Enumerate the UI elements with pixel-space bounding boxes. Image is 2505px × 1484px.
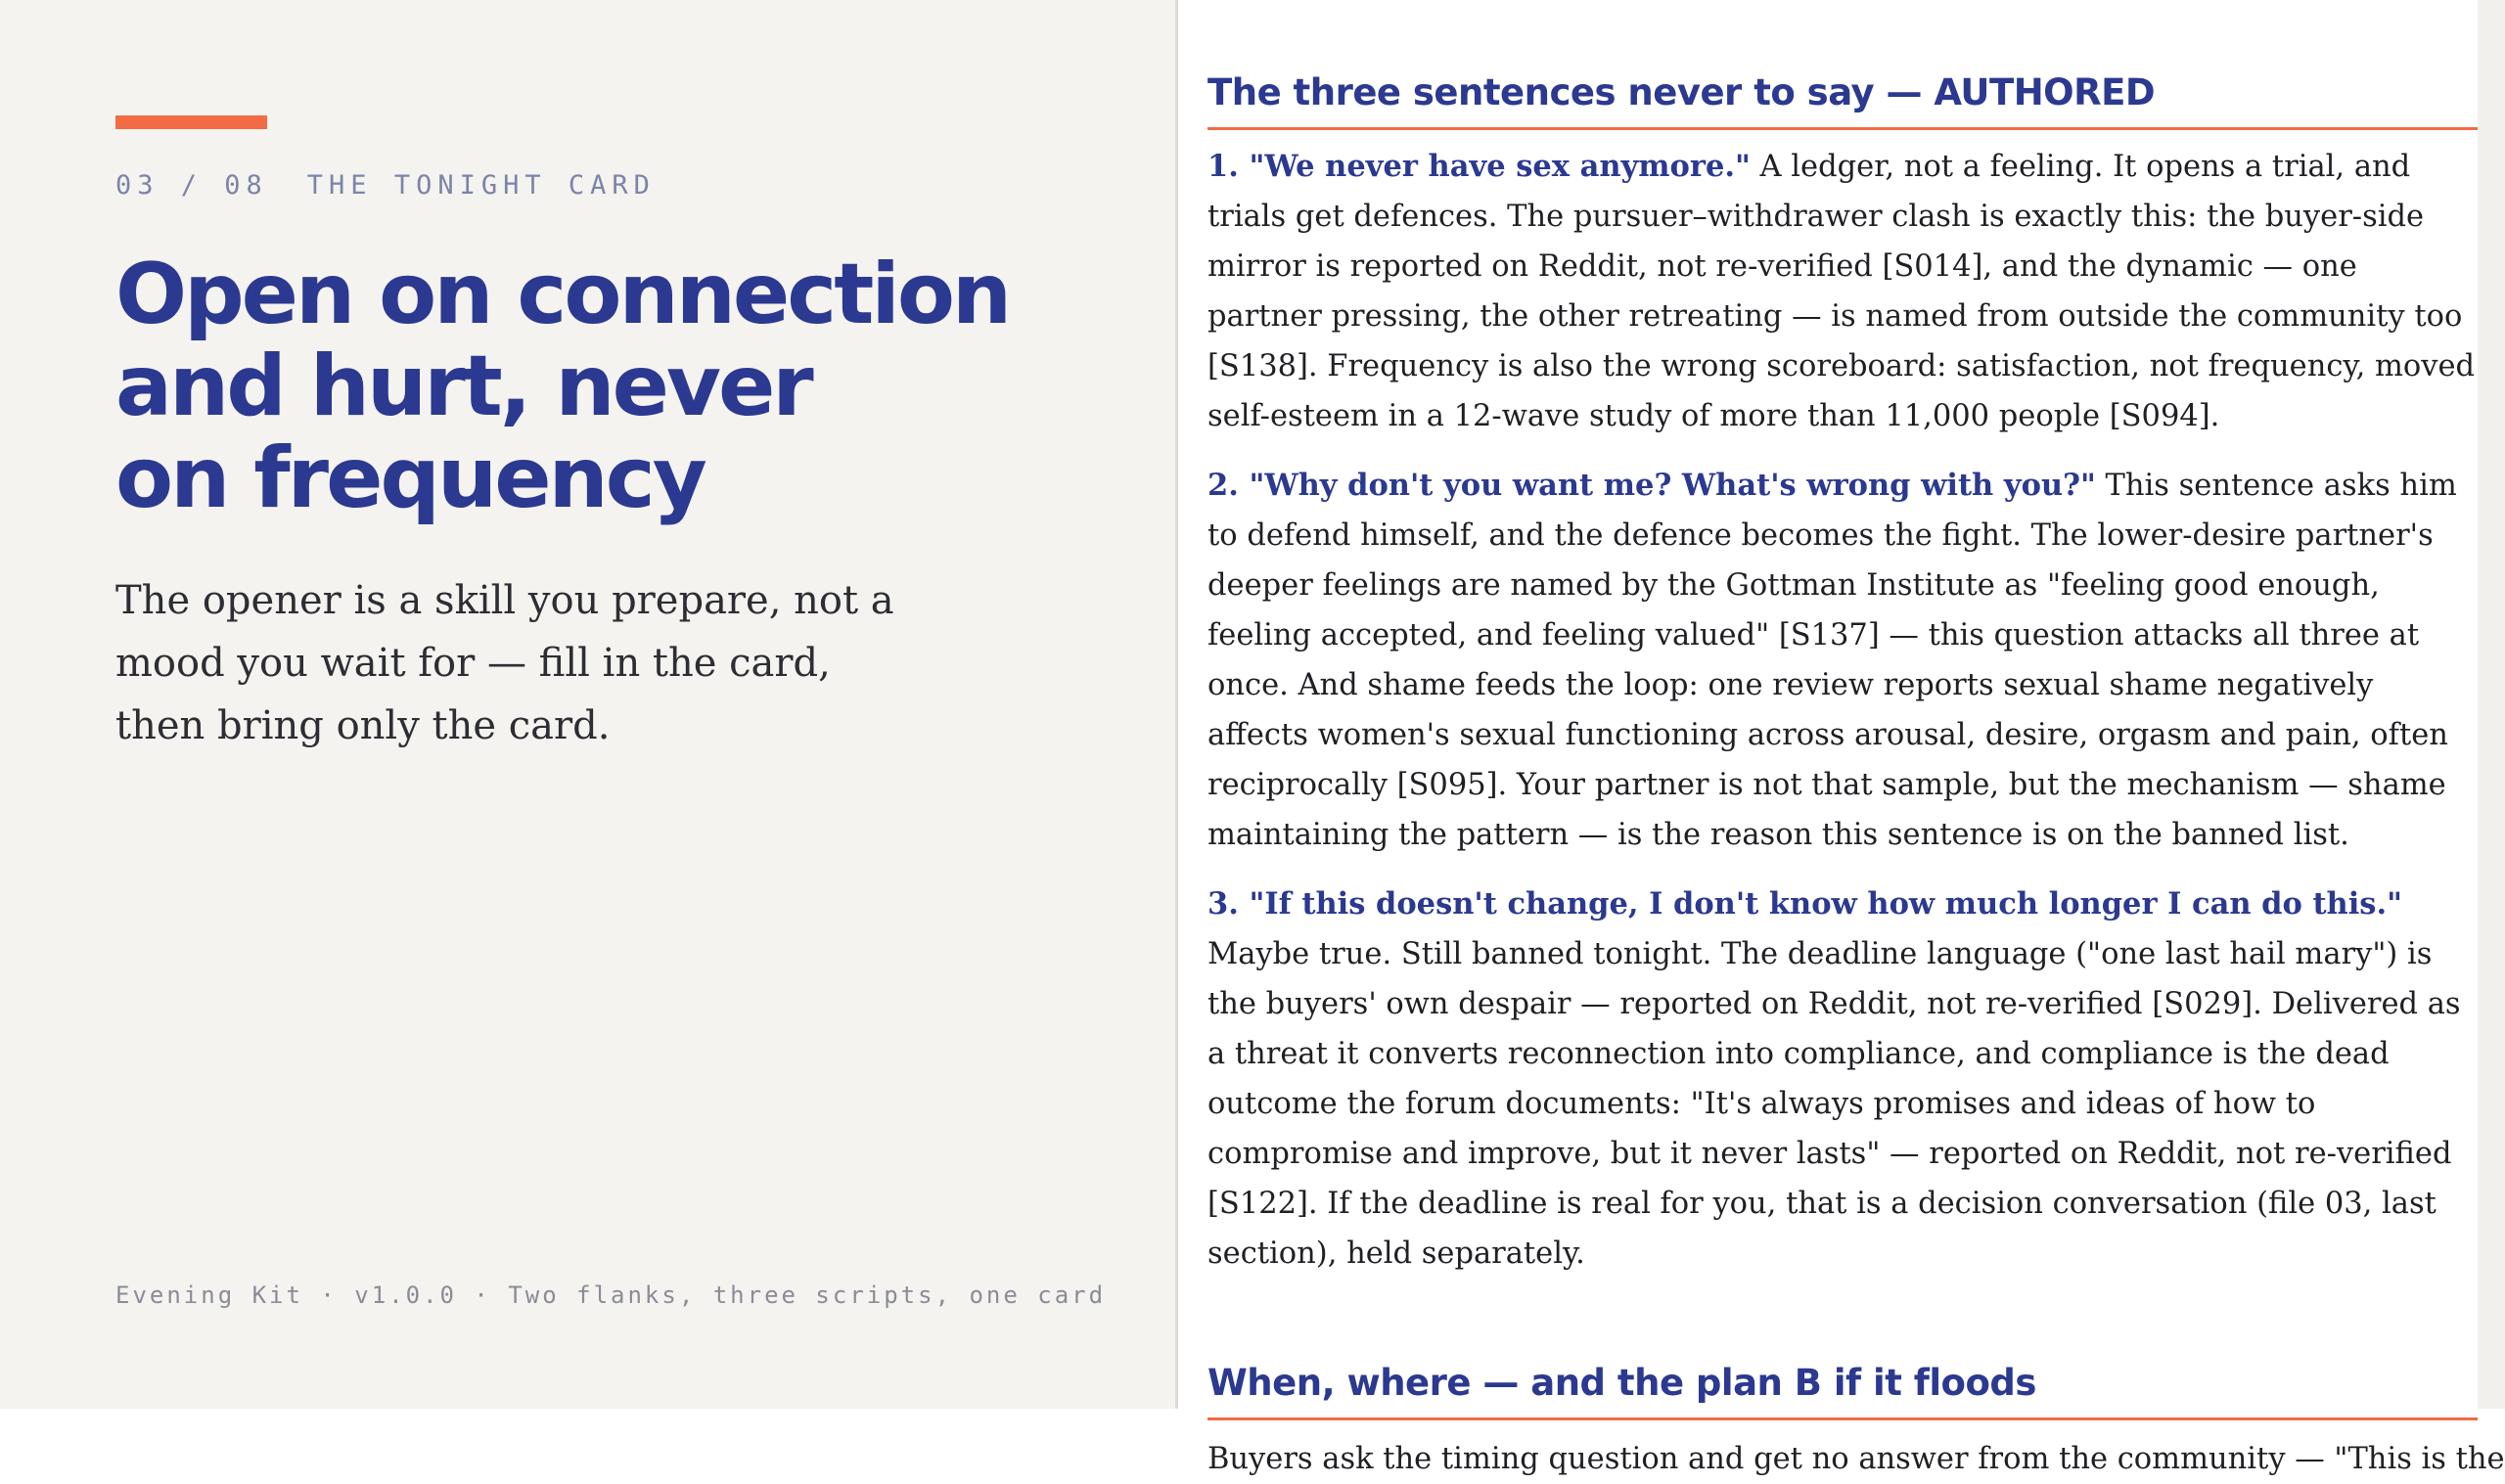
banned-sentence-item — [1207, 461, 2478, 860]
section-title: THE TONIGHT CARD — [306, 170, 656, 201]
scrollbar-track[interactable] — [2478, 0, 2505, 1409]
banned-sentence-quote: 1. "We never have sex anymore." — [1207, 149, 1751, 184]
lede-line: The opener is a skill you prepare, not a — [115, 578, 894, 623]
left-panel — [0, 0, 1178, 1409]
article-content — [1207, 68, 2505, 1484]
lede-line: then bring only the card. — [115, 703, 611, 748]
lede-line: mood you wait for — fill in the card, — [115, 641, 831, 686]
banned-sentence-item — [1207, 142, 2478, 441]
section-eyebrow — [115, 170, 656, 201]
banned-sentence-quote: 3. "If this doesn't change, I don't know how much longer I can do this." — [1207, 886, 2402, 922]
lede-paragraph — [115, 569, 898, 757]
headline-line: Open on connection — [115, 246, 1010, 343]
headline-line: and hurt, never — [115, 337, 811, 435]
banned-sentence-explanation: This sentence asks him to defend himself, and the defence becomes the fight. The lower-desire partner's deeper feelings are named by the Gottman Institute as "feeling good enough, feeling accepted, and feeling valued" [S137] — this question attacks all three at once. And shame feeds the loop: one review reports sexual shame negatively affects women's sexual functioning across arousal, desire, orgasm and pain, often reciprocally [S095]. Your partner is not that sample, but the mechanism — shame maintaining the pattern — is the reason this sentence is on the banned list. — [1207, 469, 2457, 852]
accent-bar — [115, 115, 267, 129]
banned-sentence-explanation: Maybe true. Still banned tonight. The deadline language ("one last hail mary") is the buyers' own despair — reported on Reddit, not re-verified [S029]. Delivered as a threat it converts reconnection into compliance, and compliance is the dead outcome the forum documents: "It's always promises and ideas of how to compromise and improve, but it never lasts" — reported on Reddit, not re-verified [S122]. If the deadline is real for you, that is a decision conversation (file 03, last section), held separately. — [1207, 937, 2461, 1271]
right-panel[interactable] — [1178, 0, 2505, 1476]
banned-sentence-explanation: A ledger, not a feeling. It opens a trial, and trials get defences. The pursuer–withdrawer clash is exactly this: the buyer-side mirror is reported on Reddit, not re-verified [S014], and the dynamic — one partner pressing, the other retreating — is named from outside the community too [S138]. Frequency is also the wrong scoreboard: satisfaction, not frequency, moved self-esteem in a 12-wave study of more than 11,000 people [S094]. — [1207, 150, 2476, 433]
section-heading-banned-sentences: The three sentences never to say — AUTHORED — [1207, 68, 2478, 130]
headline-line: on frequency — [115, 429, 705, 527]
section-intro-text: Buyers ask the timing question and get no answer from the community — "This is the — [1207, 1442, 2505, 1476]
kit-footer: Evening Kit · v1.0.0 · Two flanks, three scripts, one card — [115, 1282, 1107, 1309]
page-headline — [115, 246, 1114, 527]
banned-sentence-quote: 2. "Why don't you want me? What's wrong with you?" — [1207, 468, 2096, 503]
section-heading-when-where: When, where — and the plan B if it floods — [1207, 1359, 2478, 1420]
section-number: 03 / 08 — [115, 170, 268, 201]
banned-sentence-item — [1207, 879, 2478, 1279]
